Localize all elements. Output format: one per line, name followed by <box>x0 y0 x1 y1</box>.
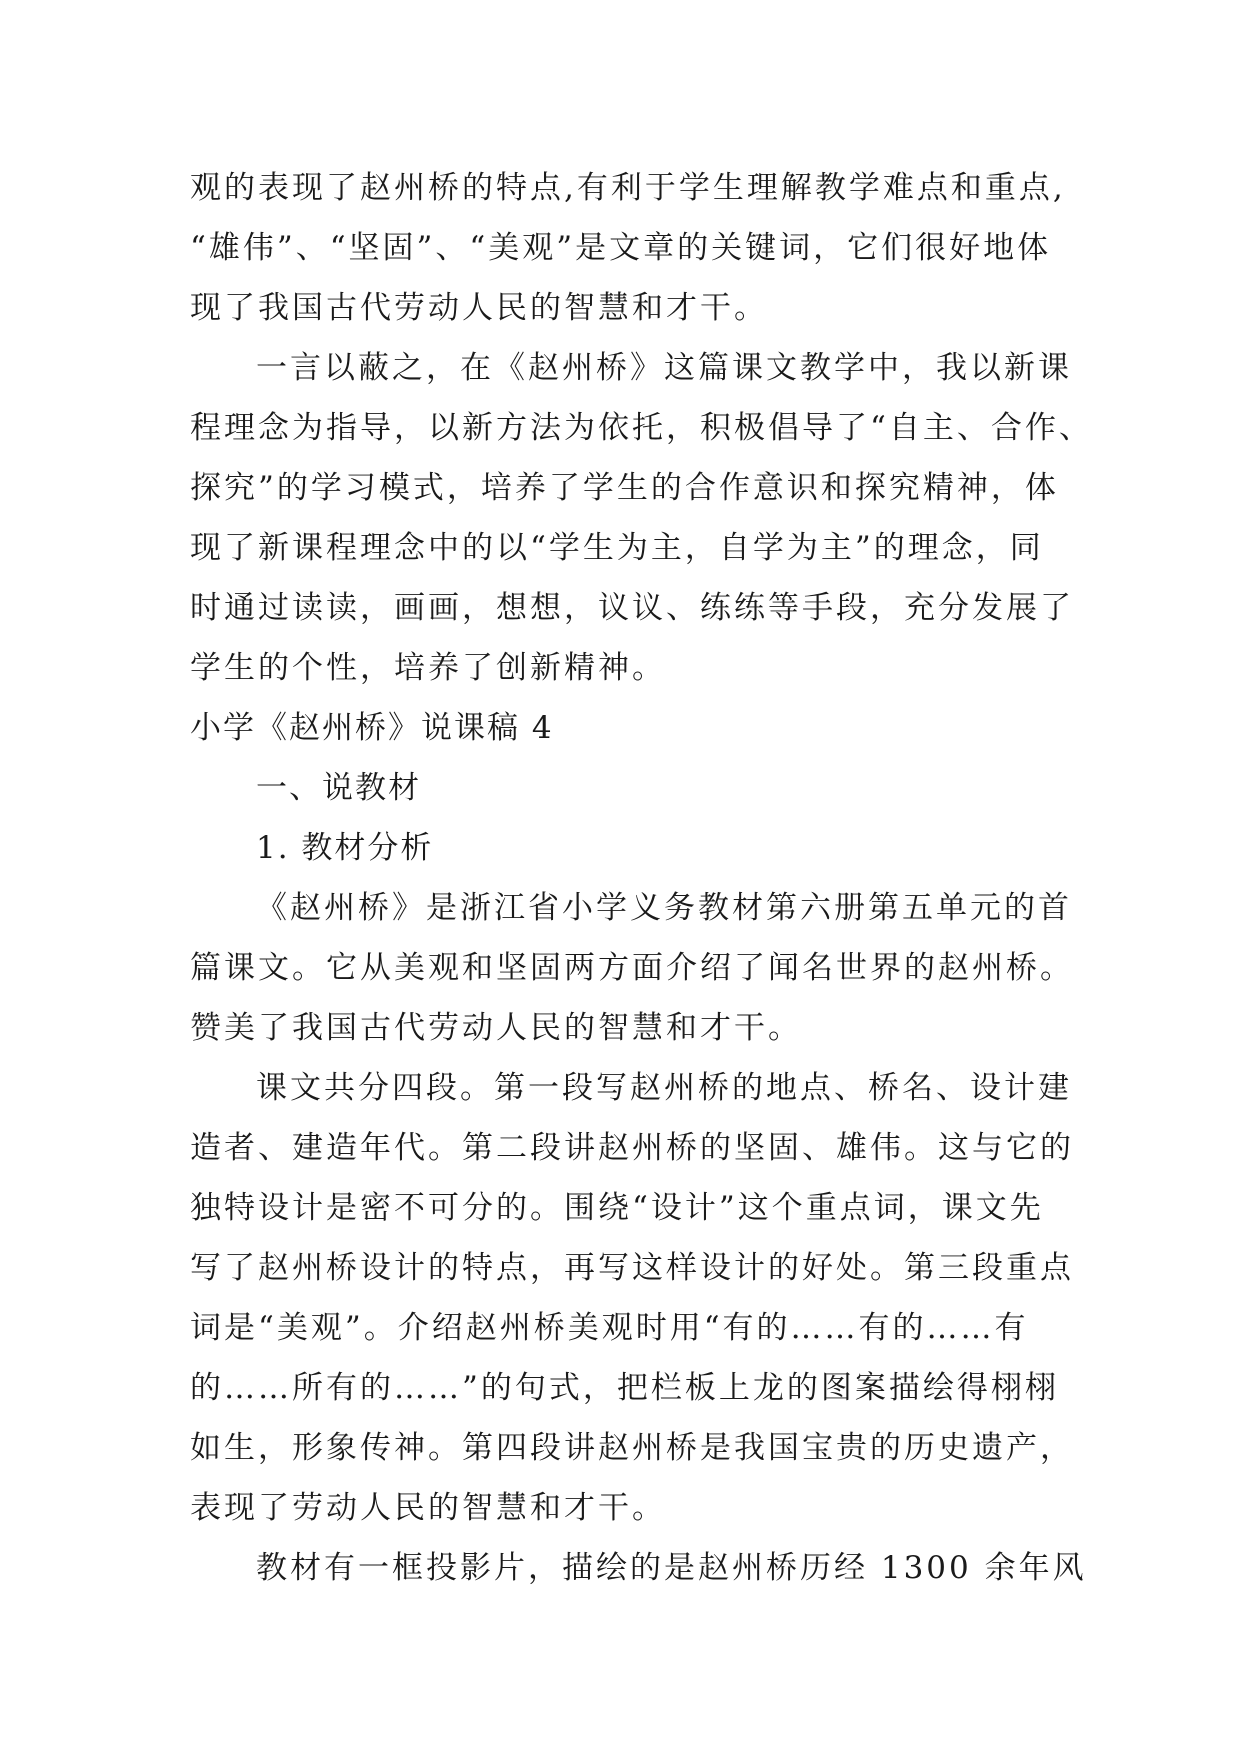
text-line: 词是“美观”。介绍赵州桥美观时用“有的……有的……有 <box>190 1310 1029 1346</box>
text-line: 现了我国古代劳动人民的智慧和才干。 <box>190 290 768 326</box>
text-line: 的……所有的……”的句式，把栏板上龙的图案描绘得栩栩 <box>190 1370 1059 1406</box>
text-line: 如生，形象传神。第四段讲赵州桥是我国宝贵的历史遗产， <box>190 1430 1074 1466</box>
text-line: 赞美了我国古代劳动人民的智慧和才干。 <box>190 1010 802 1046</box>
subsection-heading: 一、说教材 <box>256 770 421 806</box>
text-line: 探究”的学习模式，培养了学生的合作意识和探究精神，体 <box>190 470 1059 506</box>
text-line: 学生的个性，培养了创新精神。 <box>190 650 666 686</box>
paragraph-start-line: 《赵州桥》是浙江省小学义务教材第六册第五单元的首 <box>256 890 1072 926</box>
section-title: 小学《赵州桥》说课稿 4 <box>190 710 554 746</box>
text-line: 观的表现了赵州桥的特点,有利于学生理解教学难点和重点, <box>190 170 1066 206</box>
text-line: 程理念为指导，以新方法为依托，积极倡导了“自主、合作、 <box>190 410 1093 446</box>
text-line: 现了新课程理念中的以“学生为主，自学为主”的理念，同 <box>190 530 1044 566</box>
text-line: 造者、建造年代。第二段讲赵州桥的坚固、雄伟。这与它的 <box>190 1130 1074 1166</box>
paragraph-start-line: 教材有一框投影片，描绘的是赵州桥历经 1300 余年风 <box>256 1550 1087 1586</box>
text-line: 表现了劳动人民的智慧和才干。 <box>190 1490 666 1526</box>
text-line: 时通过读读，画画，想想，议议、练练等手段，充分发展了 <box>190 590 1074 626</box>
document-body <box>190 158 1093 1598</box>
text-line: 独特设计是密不可分的。围绕“设计”这个重点词，课文先 <box>190 1190 1044 1226</box>
paragraph-start-line: 一言以蔽之，在《赵州桥》这篇课文教学中，我以新课 <box>256 350 1072 386</box>
paragraph-start-line: 课文共分四段。第一段写赵州桥的地点、桥名、设计建 <box>256 1070 1072 1106</box>
text-line: 写了赵州桥设计的特点，再写这样设计的好处。第三段重点 <box>190 1250 1074 1286</box>
text-line: “雄伟”、“坚固”、“美观”是文章的关键词，它们很好地体 <box>190 230 1052 266</box>
subsection-heading: 1. 教材分析 <box>256 830 434 866</box>
text-line: 篇课文。它从美观和坚固两方面介绍了闻名世界的赵州桥。 <box>190 950 1074 986</box>
